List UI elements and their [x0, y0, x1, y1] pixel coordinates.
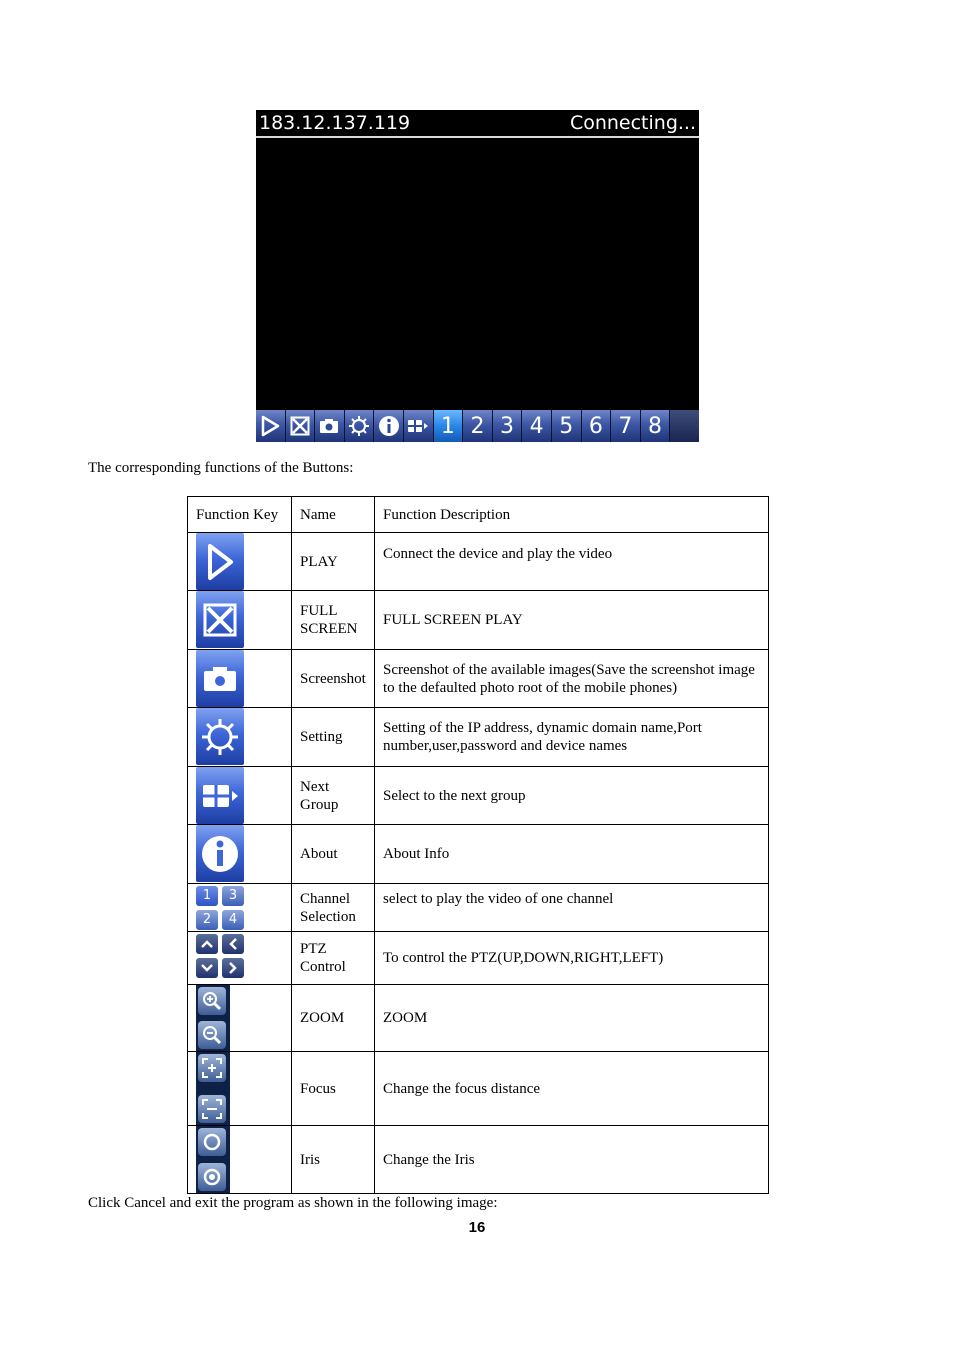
- description-cell: Change the focus distance: [375, 1052, 769, 1126]
- outro-text: Click Cancel and exit the program as shown in the following image:: [88, 1195, 498, 1211]
- next-group-icon: [407, 418, 429, 434]
- function-key-cell: [188, 985, 292, 1052]
- screenshot-button[interactable]: [315, 410, 345, 442]
- table-row: [188, 1052, 769, 1126]
- ptz-right-icon: [222, 958, 244, 978]
- fullscreen-button[interactable]: [286, 410, 316, 442]
- toolbar-spacer: [670, 410, 699, 442]
- info-icon: [201, 835, 239, 873]
- ptz-up-icon: [196, 934, 218, 954]
- table-row: [188, 1126, 769, 1194]
- function-key-table: [187, 496, 769, 1194]
- play-key: [196, 533, 244, 590]
- zoom-keys: [196, 985, 230, 1051]
- description-cell: Select to the next group: [375, 767, 769, 825]
- setting-button[interactable]: [345, 410, 375, 442]
- about-button[interactable]: [374, 410, 404, 442]
- focus-near-icon: [198, 1054, 226, 1082]
- name-cell: Channel Selection: [292, 884, 375, 932]
- name-cell: PLAY: [292, 533, 375, 591]
- device-ip: 183.12.137.119: [259, 112, 411, 134]
- iris-close-icon: [198, 1163, 226, 1191]
- function-key-cell: [188, 884, 292, 932]
- iris-open-icon: [198, 1128, 226, 1156]
- table-row: [188, 932, 769, 985]
- intro-text: The corresponding functions of the Buttons:: [88, 460, 354, 476]
- name-cell: Focus: [292, 1052, 375, 1126]
- description-cell: Change the Iris: [375, 1126, 769, 1194]
- function-key-cell: [188, 708, 292, 767]
- name-cell: ZOOM: [292, 985, 375, 1052]
- next-group-key: [196, 767, 244, 824]
- table-row: [188, 767, 769, 825]
- camera-icon: [319, 418, 339, 434]
- channel-key-1: 1: [196, 886, 218, 906]
- header-function-key: Function Key: [188, 497, 292, 533]
- function-key-cell: [188, 825, 292, 884]
- channel-key-4: 4: [222, 910, 244, 930]
- phone-status-bar: [256, 110, 699, 138]
- table-header-row: [188, 497, 769, 533]
- fullscreen-icon: [203, 603, 237, 637]
- function-key-cell: [188, 650, 292, 708]
- ptz-down-icon: [196, 958, 218, 978]
- function-key-cell: [188, 932, 292, 985]
- description-cell: To control the PTZ(UP,DOWN,RIGHT,LEFT): [375, 932, 769, 985]
- iris-keys: [196, 1126, 230, 1193]
- focus-keys: [196, 1052, 230, 1125]
- name-cell: Screenshot: [292, 650, 375, 708]
- name-cell: Iris: [292, 1126, 375, 1194]
- channel-button-8[interactable]: 8: [641, 410, 671, 442]
- table-row: [188, 708, 769, 767]
- channel-keys: [196, 886, 291, 930]
- description-cell: About Info: [375, 825, 769, 884]
- connection-status: Connecting...: [569, 112, 696, 134]
- gear-icon: [348, 415, 370, 437]
- table-row: [188, 650, 769, 708]
- channel-button-1[interactable]: 1: [434, 410, 464, 442]
- function-key-cell: [188, 1126, 292, 1194]
- header-description: Function Description: [375, 497, 769, 533]
- description-cell: Screenshot of the available images(Save the screenshot image to the defaulted photo root of the mobile phones): [375, 650, 769, 708]
- fullscreen-key: [196, 591, 244, 648]
- function-key-cell: [188, 767, 292, 825]
- video-area[interactable]: [256, 138, 699, 410]
- name-cell: Setting: [292, 708, 375, 767]
- zoom-out-icon: [198, 1021, 226, 1049]
- phone-screenshot: [256, 110, 699, 442]
- function-key-cell: [188, 533, 292, 591]
- focus-far-icon: [198, 1095, 226, 1123]
- setting-key: [196, 708, 244, 765]
- name-cell: Next Group: [292, 767, 375, 825]
- channel-button-6[interactable]: 6: [582, 410, 612, 442]
- table-row: [188, 884, 769, 932]
- channel-key-3: 3: [222, 886, 244, 906]
- ptz-keys: [196, 934, 291, 978]
- table-row: [188, 985, 769, 1052]
- table-row: [188, 825, 769, 884]
- function-key-cell: [188, 591, 292, 650]
- info-icon: [378, 415, 400, 437]
- page-number: 16: [468, 1219, 486, 1236]
- next-group-icon: [201, 782, 239, 810]
- channel-button-7[interactable]: 7: [611, 410, 641, 442]
- screenshot-key: [196, 650, 244, 707]
- channel-button-5[interactable]: 5: [552, 410, 582, 442]
- gear-icon: [201, 718, 239, 756]
- camera-icon: [203, 666, 237, 692]
- phone-toolbar: [256, 410, 699, 442]
- name-cell: FULL SCREEN: [292, 591, 375, 650]
- description-cell: select to play the video of one channel: [375, 884, 769, 932]
- play-icon: [259, 414, 281, 438]
- header-name: Name: [292, 497, 375, 533]
- table-row: [188, 533, 769, 591]
- description-cell: Connect the device and play the video: [375, 533, 769, 591]
- table-row: [188, 591, 769, 650]
- next-group-button[interactable]: [404, 410, 434, 442]
- about-key: [196, 825, 244, 882]
- channel-button-3[interactable]: 3: [493, 410, 523, 442]
- name-cell: About: [292, 825, 375, 884]
- description-cell: ZOOM: [375, 985, 769, 1052]
- fullscreen-icon: [290, 416, 310, 436]
- play-icon: [205, 542, 235, 582]
- description-cell: FULL SCREEN PLAY: [375, 591, 769, 650]
- channel-button-2[interactable]: 2: [463, 410, 493, 442]
- channel-button-4[interactable]: 4: [522, 410, 552, 442]
- channel-key-2: 2: [196, 910, 218, 930]
- name-cell: PTZ Control: [292, 932, 375, 985]
- play-button[interactable]: [256, 410, 286, 442]
- function-key-cell: [188, 1052, 292, 1126]
- description-cell: Setting of the IP address, dynamic domain name,Port number,user,password and device names: [375, 708, 769, 767]
- ptz-left-icon: [222, 934, 244, 954]
- zoom-in-icon: [198, 987, 226, 1015]
